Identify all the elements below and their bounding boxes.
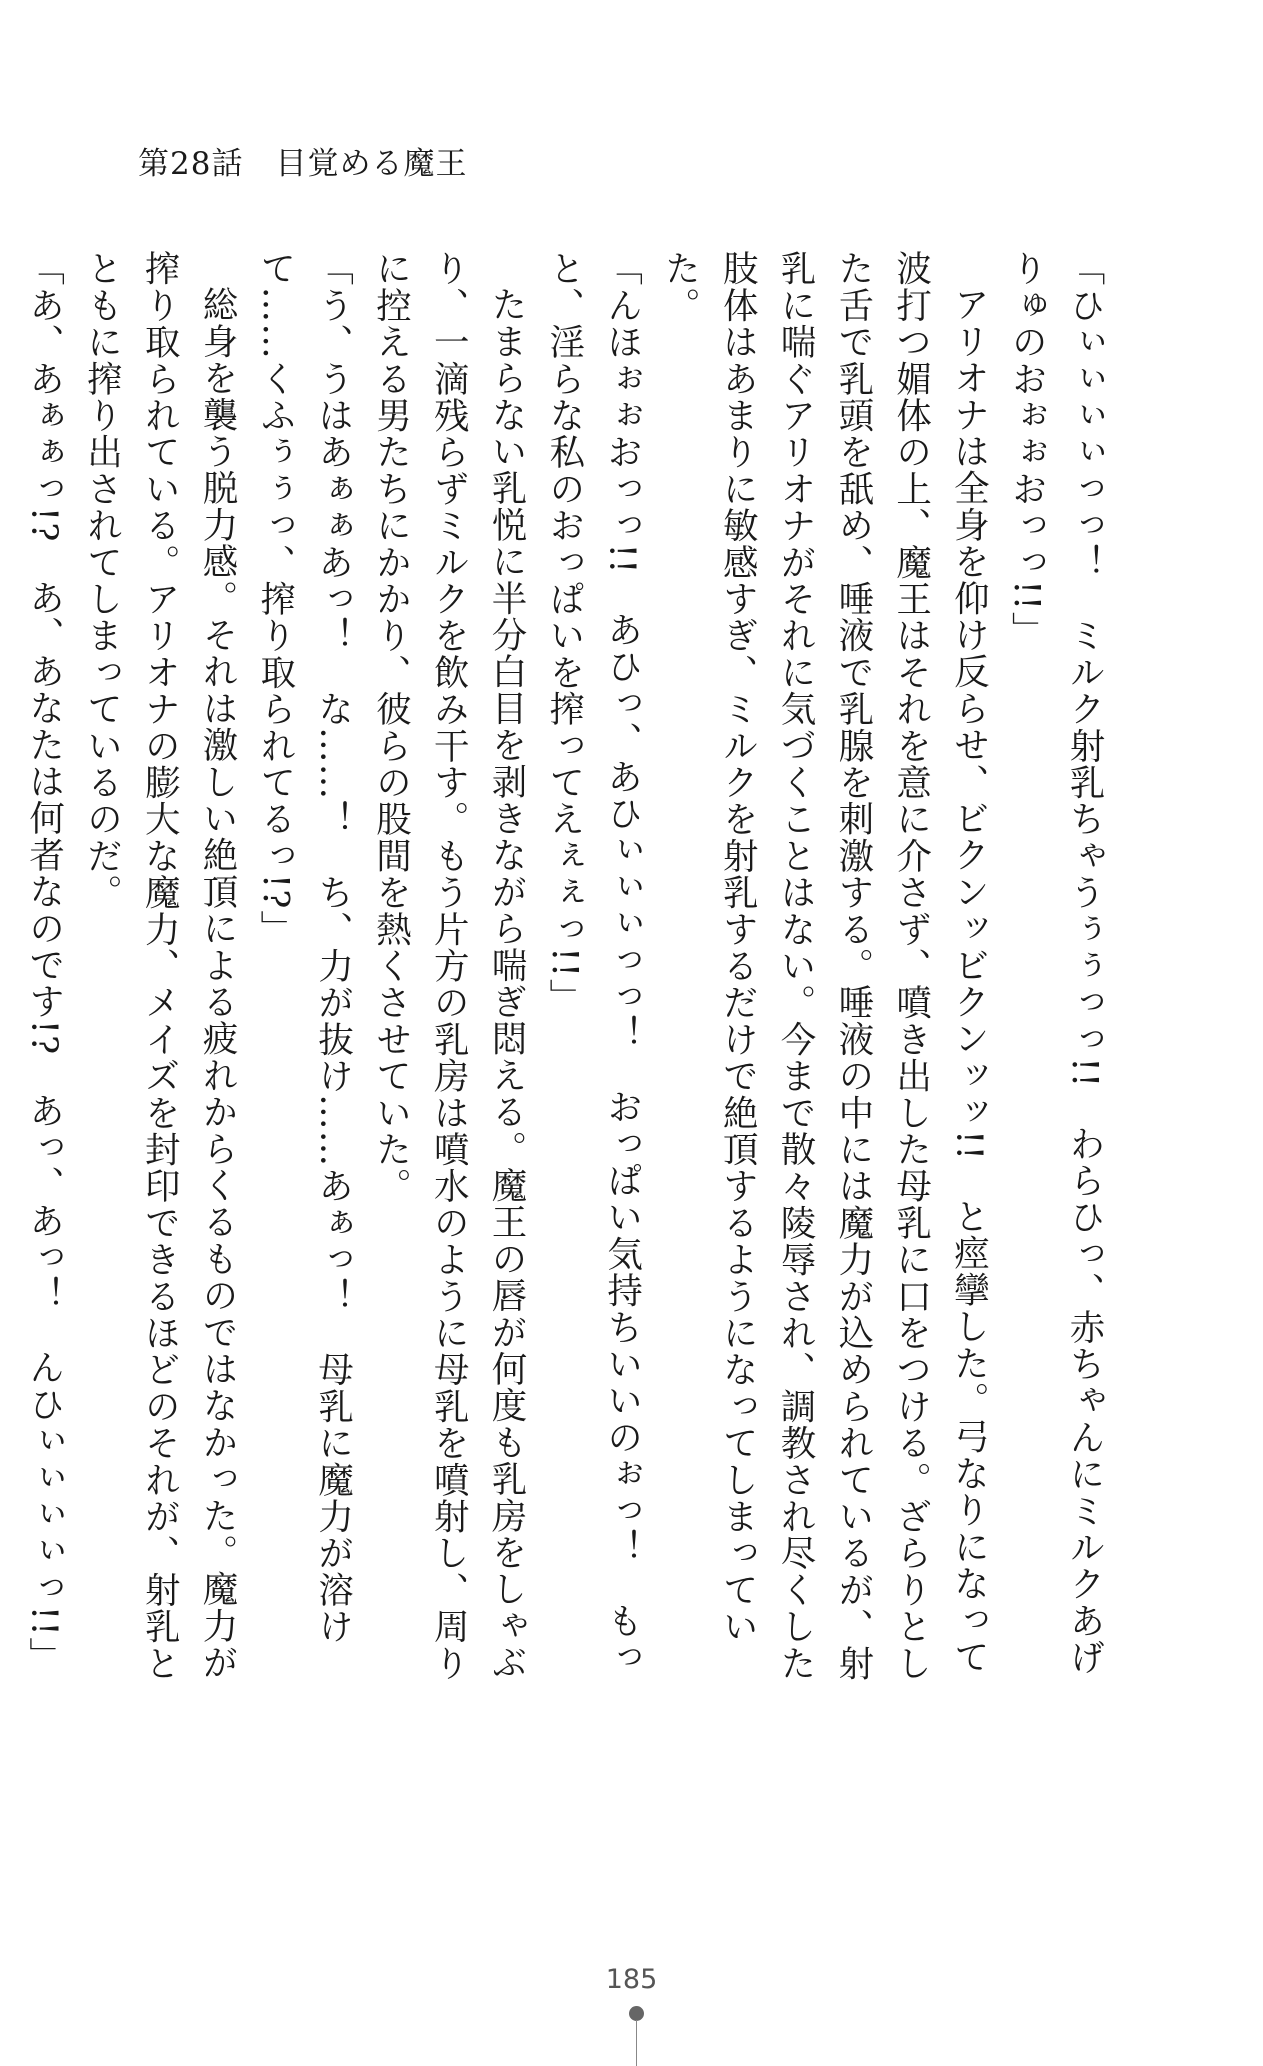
chapter-title: 第28話 目覚める魔王 xyxy=(138,146,468,182)
paragraph-2: アリオナは全身を仰け反らせ、ビクンッビクンッッ!! と痙攣した。弓なりになって波打つ媚体の上、魔王はそれを意に介さず、噴き出した母乳に口をつける。ざらりとした舌で乳頭を舐め、唾液で乳腺を刺激する。唾液の中には魔力が込められているが、射乳に喘ぐアリオナがそれに気づくことはない。今まで散々陵辱され、調教され尽くした肢体はあまりに敏感すぎ、ミルクを射乳するだけで絶頂するようになってしまっていた。 xyxy=(659,250,990,1682)
paragraph-5: 「う、うはあぁぁあっ！ な……！ ち、力が抜け……あぁっ！ 母乳に魔力が溶けて……くふぅぅっ、搾り取られてるっ!?」 xyxy=(254,250,354,1645)
paragraph-7: 「あ、あぁぁっ!? あ、あなたは何者なのです!? あっ、あっ！ んひぃぃぃぃっ!!」 xyxy=(23,250,65,1674)
folio-dot-ornament xyxy=(629,2006,644,2021)
paragraph-1: 「ひぃぃぃぃっっ！ ミルク射乳ちゃうぅぅっっ!! わらひっ、赤ちゃんにミルクあげりゅのおぉぉおっっ!!」 xyxy=(1006,250,1105,1676)
body-text xyxy=(23,250,1113,1690)
paragraph-4: たまらない乳悦に半分白目を剥きながら喘ぎ悶える。魔王の唇が何度も乳房をしゃぶり、一滴残らずミルクを飲み干す。もう片方の乳房は噴水のように母乳を噴射し、周りに控える男たちにかかり、彼らの股間を熱くさせていた。 xyxy=(370,250,528,1682)
page-number: 185 xyxy=(605,1964,658,1995)
folio-line-ornament xyxy=(636,2020,637,2066)
paragraph-6: 総身を襲う脱力感。それは激しい絶頂による疲れからくるものではなかった。魔力が搾り取られている。アリオナの膨大な魔力、メイズを封印できるほどのそれが、射乳とともに搾り出されてしまっているのだ。 xyxy=(81,250,239,1682)
paragraph-3: 「んほぉぉおっっ!! あひっ、あひぃぃぃっっ！ おっぱい気持ちいいのぉっ！ もっと、淫らな私のおっぱいを搾ってえぇぇっ!!」 xyxy=(543,250,643,1676)
